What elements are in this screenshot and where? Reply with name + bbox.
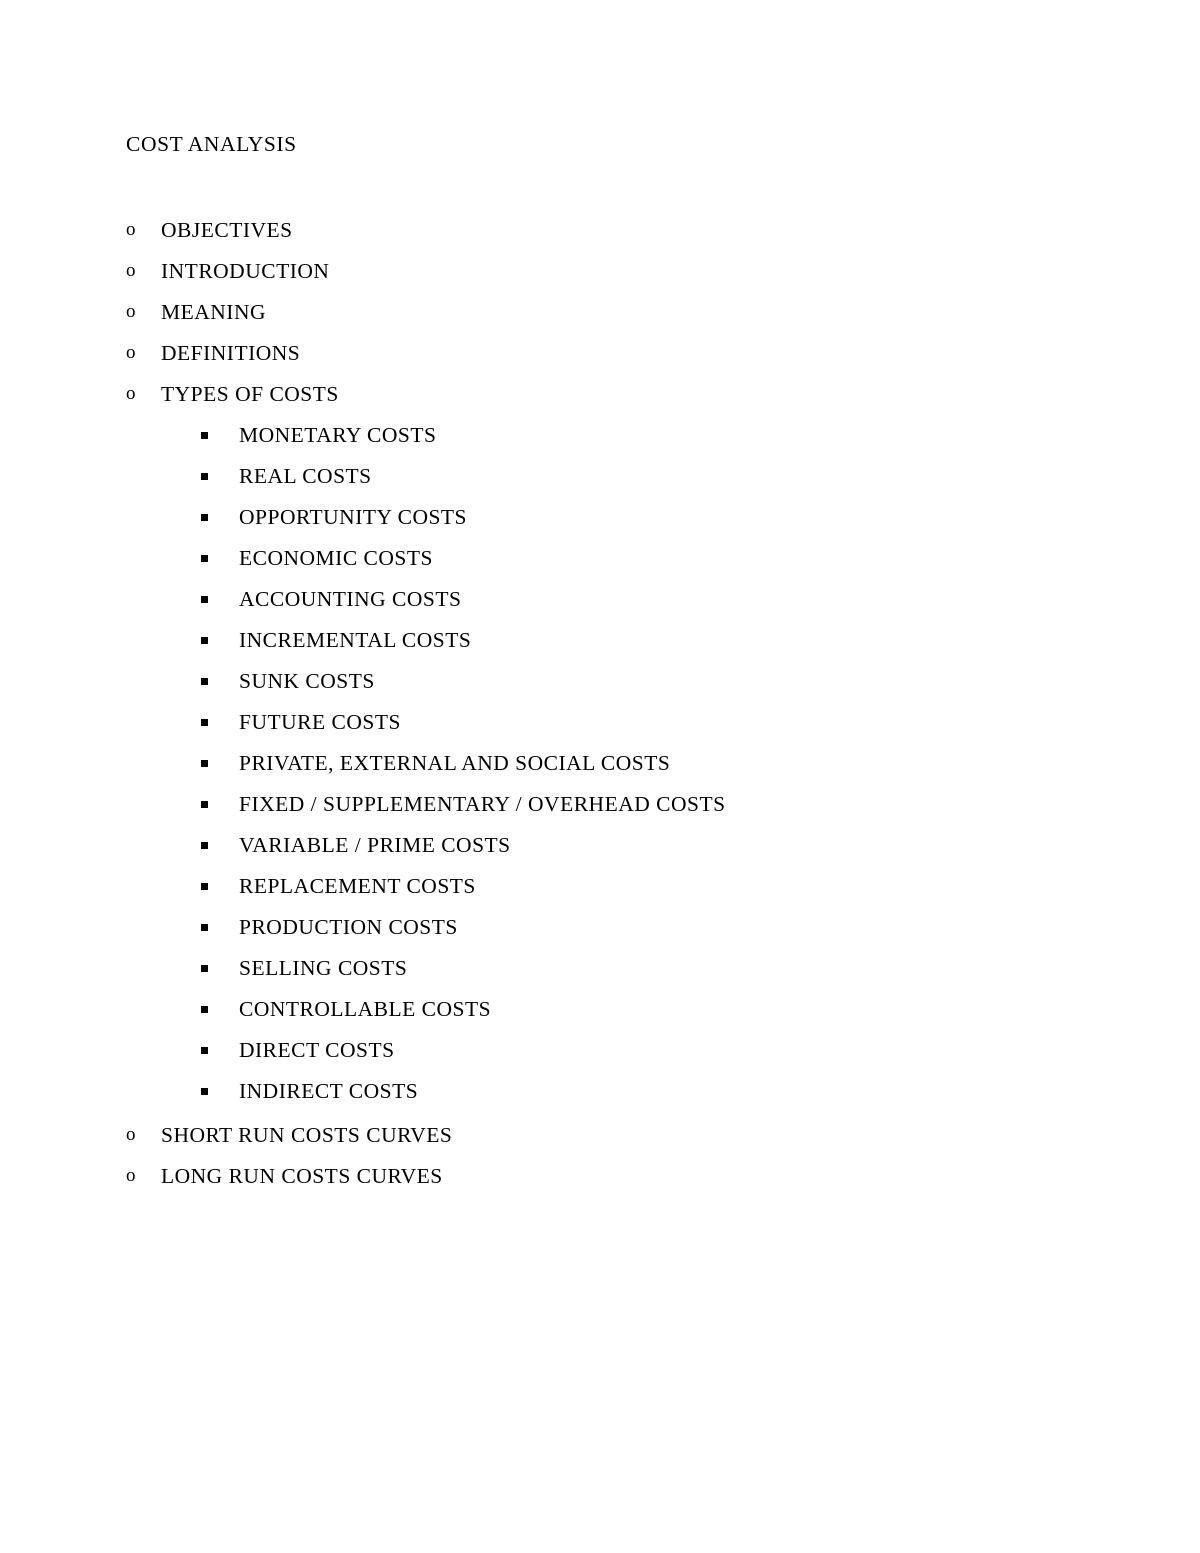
sub-outline-item-label: FIXED / SUPPLEMENTARY / OVERHEAD COSTS (239, 792, 726, 817)
circle-bullet-icon: o (126, 259, 136, 281)
square-bullet-icon (201, 1006, 208, 1013)
list-item (201, 466, 1086, 488)
square-bullet-icon (201, 842, 208, 849)
circle-bullet-icon: o (126, 1123, 136, 1145)
list-item (201, 1040, 1086, 1062)
sub-outline-item-label: CONTROLLABLE COSTS (239, 997, 492, 1022)
sub-outline-item-label: VARIABLE / PRIME COSTS (239, 833, 511, 858)
list-item (126, 340, 1086, 365)
sub-outline-item-label: REPLACEMENT COSTS (239, 874, 476, 899)
square-bullet-icon (201, 514, 208, 521)
circle-bullet-icon: o (126, 300, 136, 322)
outline-item-label: INTRODUCTION (161, 258, 330, 283)
sub-outline-item-label: SUNK COSTS (239, 669, 375, 694)
list-item (126, 299, 1086, 324)
list-item (201, 794, 1086, 816)
square-bullet-icon (201, 924, 208, 931)
outline-item-label: OBJECTIVES (161, 217, 293, 242)
sub-outline-item-label: MONETARY COSTS (239, 423, 437, 448)
list-item (201, 958, 1086, 980)
outline-item-label: DEFINITIONS (161, 340, 301, 365)
sub-outline-item-label: INCREMENTAL COSTS (239, 628, 472, 653)
sub-outline-list (161, 425, 1086, 1103)
circle-bullet-icon: o (126, 382, 136, 404)
document-content (126, 132, 1086, 1207)
sub-outline-item-label: INDIRECT COSTS (239, 1079, 419, 1104)
sub-outline-item-label: ECONOMIC COSTS (239, 546, 433, 571)
sub-outline-item-label: DIRECT COSTS (239, 1038, 395, 1063)
list-item (201, 917, 1086, 939)
outline-item-label: SHORT RUN COSTS CURVES (161, 1122, 453, 1147)
outline-list (126, 217, 1086, 1188)
outline-item-label: TYPES OF COSTS (161, 381, 339, 406)
square-bullet-icon (201, 965, 208, 972)
list-item (201, 999, 1086, 1021)
list-item (126, 258, 1086, 283)
page-title: COST ANALYSIS (126, 132, 297, 156)
square-bullet-icon (201, 801, 208, 808)
square-bullet-icon (201, 760, 208, 767)
circle-bullet-icon: o (126, 1164, 136, 1186)
list-item (201, 671, 1086, 693)
list-item (201, 876, 1086, 898)
list-item (126, 381, 1086, 1104)
sub-outline-item-label: ACCOUNTING COSTS (239, 587, 462, 612)
list-item (201, 507, 1086, 529)
list-item (201, 589, 1086, 611)
outline-item-label: MEANING (161, 299, 267, 324)
sub-outline-item-label: PRIVATE, EXTERNAL AND SOCIAL COSTS (239, 751, 671, 776)
outline-item-label: LONG RUN COSTS CURVES (161, 1163, 443, 1188)
square-bullet-icon (201, 719, 208, 726)
list-item (126, 217, 1086, 242)
list-item (201, 1081, 1086, 1103)
sub-outline-item-label: REAL COSTS (239, 464, 372, 489)
circle-bullet-icon: o (126, 218, 136, 240)
square-bullet-icon (201, 678, 208, 685)
list-item (126, 1122, 1086, 1147)
square-bullet-icon (201, 883, 208, 890)
list-item (201, 835, 1086, 857)
square-bullet-icon (201, 473, 208, 480)
square-bullet-icon (201, 637, 208, 644)
list-item (201, 630, 1086, 652)
list-item (201, 548, 1086, 570)
list-item (201, 425, 1086, 447)
sub-outline-item-label: PRODUCTION COSTS (239, 915, 458, 940)
square-bullet-icon (201, 596, 208, 603)
sub-outline-item-label: FUTURE COSTS (239, 710, 401, 735)
sub-outline-item-label: SELLING COSTS (239, 956, 408, 981)
square-bullet-icon (201, 1088, 208, 1095)
square-bullet-icon (201, 555, 208, 562)
square-bullet-icon (201, 1047, 208, 1054)
circle-bullet-icon: o (126, 341, 136, 363)
list-item (201, 712, 1086, 734)
square-bullet-icon (201, 432, 208, 439)
list-item (126, 1163, 1086, 1188)
list-item (201, 753, 1086, 775)
sub-outline-item-label: OPPORTUNITY COSTS (239, 505, 468, 530)
